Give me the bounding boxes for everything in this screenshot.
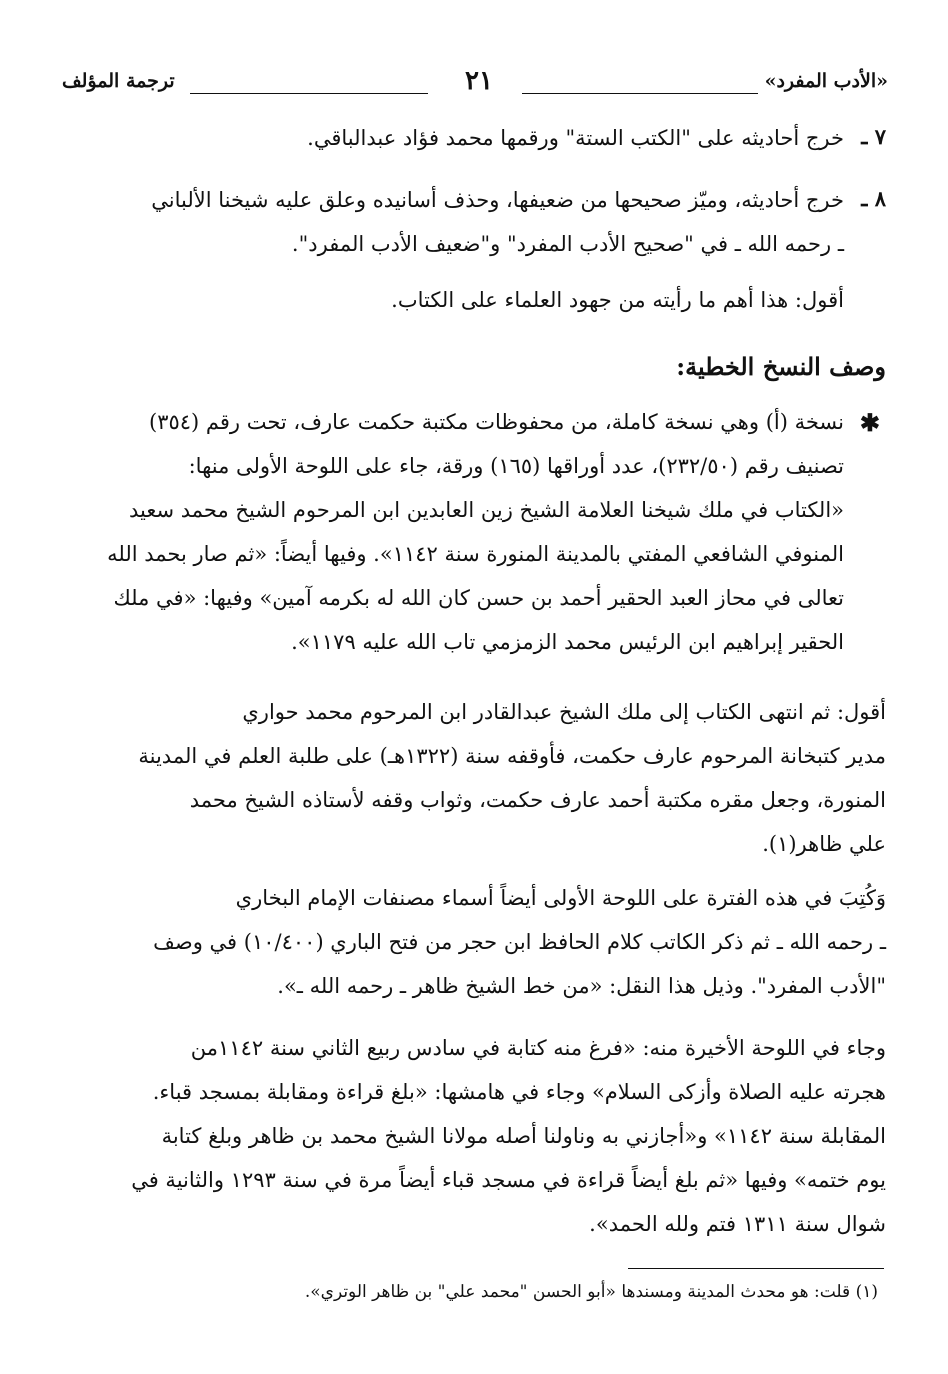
paragraph-line: يوم ختمه» وفيها «ثم بلغ أيضاً قراءة في مسجد قباء أيضاً مرة في سنة ١٢٩٣ والثانية في	[131, 1168, 886, 1192]
closing-remark	[64, 278, 844, 322]
paragraph-line: أقول: ثم انتهى الكتاب إلى ملك الشيخ عبدالقادر ابن المرحوم محمد حواري	[242, 700, 886, 724]
paragraph-line: علي ظاهر(١).	[762, 832, 886, 856]
paragraph-line: «الكتاب في ملك شيخنا العلامة الشيخ زين العابدين ابن المرحوم الشيخ محمد سعيد	[128, 498, 844, 522]
paragraph-first-plate	[56, 876, 886, 1008]
paragraph-manuscript-description	[54, 400, 844, 664]
paragraph-last-plate	[56, 1026, 886, 1246]
section-title: وصف النسخ الخطية:	[676, 352, 886, 381]
paragraph-line: تصنيف رقم (٢٣٢/٥٠)، عدد أوراقها (١٦٥) ورقة، جاء على اللوحة الأولى منها:	[188, 454, 844, 478]
page-number: ٢١	[465, 66, 493, 96]
paragraph-line: وَكُتِبَ في هذه الفترة على اللوحة الأولى أيضاً أسماء مصنفات الإمام البخاري	[235, 886, 886, 910]
paragraph-line: مدير كتبخانة المرحوم عارف حكمت، فأوقفه سنة (١٣٢٢هـ) على طلبة العلم في المدينة	[138, 744, 886, 768]
paragraph-line: المنوفي الشافعي المفتي بالمدينة المنورة سنة ١١٤٢». وفيها أيضاً: «ثم صار بحمد الله	[107, 542, 844, 566]
asterisk-bullet: ✱	[859, 408, 880, 437]
item-number-7: ٧ ـ	[861, 124, 886, 149]
paragraph-line: هجرته عليه الصلاة وأزكى السلام» وجاء في هامشها: «بلغ قراءة ومقابلة بمسجد قباء.	[152, 1080, 886, 1104]
header-rule-right	[522, 93, 758, 94]
paragraph-line: ـ رحمه الله ـ ثم ذكر الكاتب كلام الحافظ ابن حجر من فتح الباري (١٠/٤٠٠) في وصف	[153, 930, 886, 954]
closing-remark-line: أقول: هذا أهم ما رأيته من جهود العلماء على الكتاب.	[391, 288, 844, 312]
paragraph-line: "الأدب المفرد". وذيل هذا النقل: «من خط الشيخ ظاهر ـ رحمه الله ـ».	[277, 974, 886, 998]
paragraph-line: وجاء في اللوحة الأخيرة منه: «فرغ منه كتابة في سادس ربيع الثاني سنة ١١٤٢من	[190, 1036, 886, 1060]
paragraph-ownership	[56, 690, 886, 866]
item-7-text	[64, 116, 844, 160]
running-header-section: ترجمة المؤلف	[62, 70, 175, 92]
item-8-line: خرج أحاديثه، وميّز صحيحها من ضعيفها، وحذف أسانيده وعلق عليه شيخنا الألباني	[151, 188, 844, 212]
item-7-line: خرج أحاديثه على "الكتب الستة" ورقمها محمد فؤاد عبدالباقي.	[307, 126, 844, 150]
running-header-book-title: «الأدب المفرد»	[764, 70, 888, 92]
footnote: (١) قلت: هو محدث المدينة ومسندها «أبو الحسن "محمد علي" بن ظاهر الوتري».	[304, 1282, 878, 1302]
paragraph-line: الحقير إبراهيم ابن الرئيس محمد الزمزمي تاب الله عليه ١١٧٩».	[291, 630, 844, 654]
paragraph-line: المقابلة سنة ١١٤٢» و«أجازني به وناولنا أصله مولانا الشيخ محمد بن ظاهر وبلغ كتابة	[161, 1124, 886, 1148]
paragraph-line: شوال سنة ١٣١١ فتم ولله الحمد».	[589, 1212, 886, 1236]
header-rule-left	[190, 93, 428, 94]
footnote-rule	[628, 1268, 884, 1269]
paragraph-line: تعالى في محاز العبد الحقير أحمد بن حسن كان الله له بكرمه آمين» وفيها: «في ملك	[113, 586, 844, 610]
item-8-line: ـ رحمه الله ـ في "صحيح الأدب المفرد" و"ضعيف الأدب المفرد".	[291, 232, 844, 256]
paragraph-line: المنورة، وجعل مقره مكتبة أحمد عارف حكمت، وثواب وقفه لأستاذه الشيخ محمد	[189, 788, 886, 812]
item-number-8: ٨ ـ	[861, 186, 886, 211]
paragraph-line: نسخة (أ) وهي نسخة كاملة، من محفوظات مكتبة حكمت عارف، تحت رقم (٣٥٤)	[148, 410, 844, 434]
item-8-text	[54, 178, 844, 266]
